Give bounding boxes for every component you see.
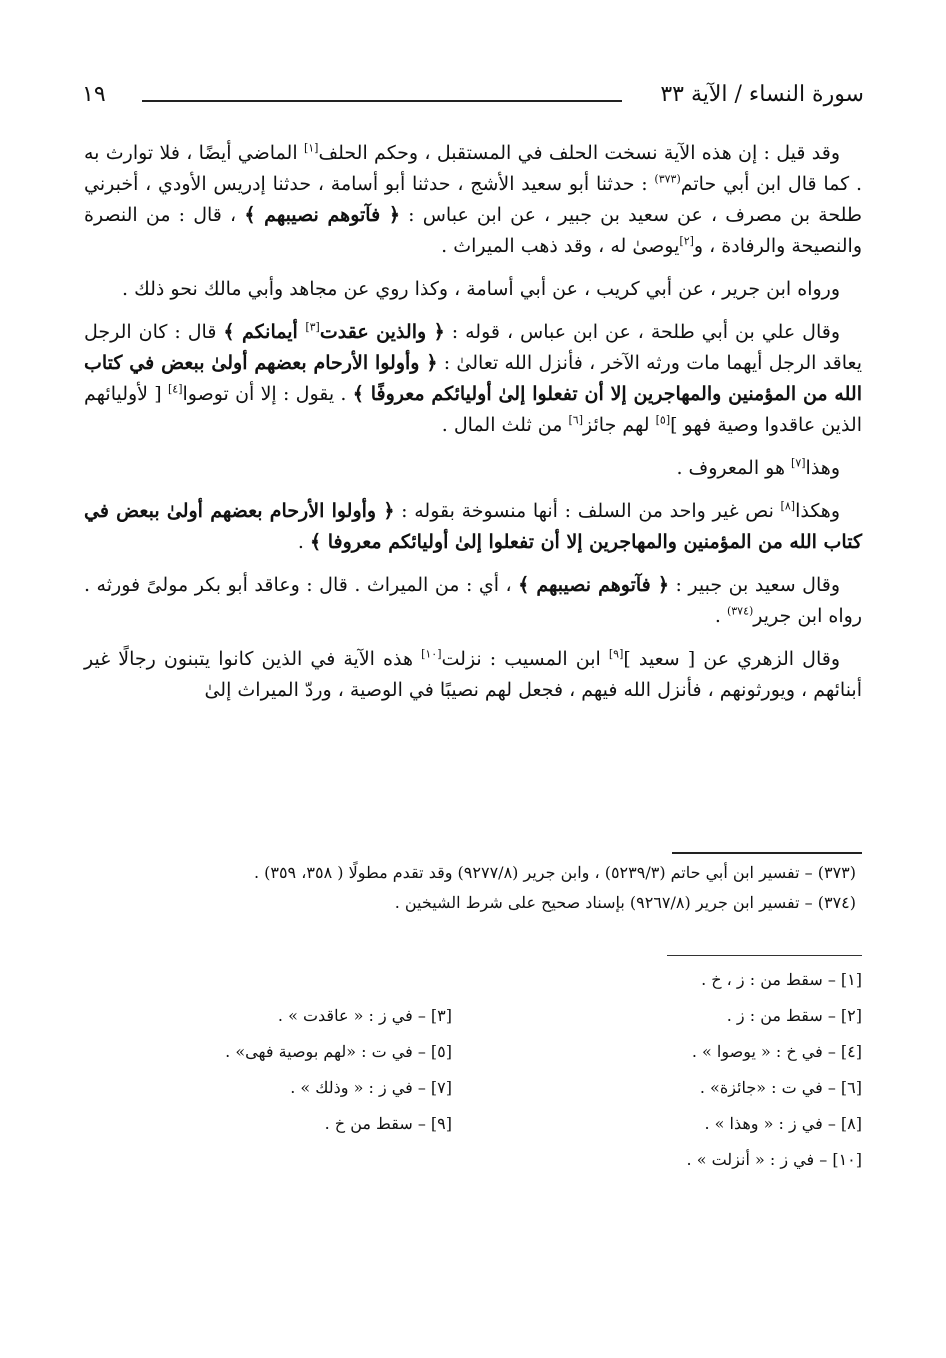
surah-title: سورة النساء / الآية ٣٣ <box>660 82 864 107</box>
quran-quote: أيمانكم ﴾ <box>223 321 306 343</box>
footnote-marker: (٣٧٤) <box>726 604 754 618</box>
footnote-rule <box>672 852 862 854</box>
variant-marker: [٣] <box>305 320 320 334</box>
variant-marker: [٧] <box>791 456 806 470</box>
variant-note: [٩] – سقط من خ . <box>324 1114 452 1133</box>
variant-marker: [٥] <box>655 413 671 427</box>
variant-marker: [١٠] <box>421 647 442 661</box>
variant-marker: [٨] <box>780 499 796 513</box>
page-header <box>82 82 864 118</box>
variant-note: [٦] – في ت : «جائزة» . <box>699 1078 862 1097</box>
footnote-marker: (٣٧٣) <box>654 172 681 186</box>
variant-note: [٣] – في ز : « عاقدت » . <box>277 1006 452 1025</box>
page-number: ١٩ <box>82 82 106 107</box>
reference-item: (٣٧٤) – تفسير ابن جرير (٩٢٦٧/٨) بإسناد صحيح على شرط الشيخين . <box>394 893 856 912</box>
quran-quote: ﴿ وأولوا الأرحام بعضهم أولىٰ ببعض في كتاب الله من المؤمنين والمهاجرين إلا أن تفعلوا إلىٰ أوليائكم معروفًا ﴾ <box>84 352 862 405</box>
paragraph-5: وهكذا[٨] نص غير واحد من السلف : أنها منسوخة بقوله : ﴿ وأولوا الأرحام بعضهم أولىٰ ببعض في كتاب الله من المؤمنين والمهاجرين إلا أن تفعلوا إلىٰ أوليائكم معروفا ﴾ . <box>84 499 862 553</box>
paragraph-6: وقال سعيد بن جبير : ﴿ فآتوهم نصيبهم ﴾ ، أي : من الميراث . قال : وعاقد أبو بكر مولىً فورثه . رواه ابن جرير$^{(٣٧٤)}$ . <box>84 574 862 627</box>
variant-marker: [٢] <box>679 234 694 248</box>
hadith-references <box>84 858 856 918</box>
manuscript-variants <box>72 965 862 1185</box>
variants-rule <box>667 955 862 956</box>
paragraph-7: وقال الزهري عن [ سعيد ][٩] ابن المسيب : نزلت[١٠] هذه الآية في الذين كانوا يتبنون رجالًا غير أبنائهم ، ويورثونهم ، فأنزل الله فيهم ، فجعل لهم نصيبًا في الوصية ، وردّ الميراث إلىٰ <box>84 647 862 701</box>
paragraph-2: ورواه ابن جرير ، عن أبي كريب ، عن أبي أسامة ، وكذا روي عن مجاهد وأبي مالك نحو ذلك . <box>122 278 840 300</box>
reference-item: (٣٧٣) – تفسير ابن أبي حاتم (٥٢٣٩/٣) ، وابن جرير (٩٢٧٧/٨) وقد تقدم مطولًا ( ٣٥٨، ٣٥٩) . <box>253 863 856 882</box>
variant-note: [٤] – في خ : « يوصوا » . <box>691 1042 862 1061</box>
variant-note: [١] – سقط من : ز ، خ . <box>701 970 862 989</box>
variant-marker: [٤] <box>167 382 183 396</box>
paragraph-3: وقال علي بن أبي طلحة ، عن ابن عباس ، قوله : ﴿ والذين عقدت[٣] أيمانكم ﴾ قال : كان الرجل يعاقد الرجل أيهما مات ورثه الآخر ، فأنزل الله تعالىٰ : ﴿ وأولوا الأرحام بعضهم أولىٰ ببعض في كتاب الله من المؤمنين والمهاجرين إلا أن تفعلوا إلىٰ أوليائكم معروفًا ﴾ . يقول : إلا أن توصوا[٤] [ لأوليائهم الذين عاقدوا وصية فهو ][٥] لهم جائز[٦] من ثلث المال . <box>84 320 862 436</box>
variant-note: [١٠] – في ز : « أنزلت » . <box>686 1150 862 1169</box>
variant-note: [٨] – في ز : « وهذا » . <box>704 1114 862 1133</box>
paragraph-1: وقد قيل : إن هذه الآية نسخت الحلف في المستقبل ، وحكم الحلف[١] الماضي أيضًا ، فلا توارث به . كما قال ابن أبي حاتم$^{(٣٧٣)}$ : حدثنا أبو سعيد الأشج ، حدثنا أبو أسامة ، حدثنا إدريس الأودي ، أخبرني طلحة بن مصرف ، عن سعيد بن جبير ، عن ابن عباس : ﴿ فآتوهم نصيبهم ﴾ ، قال : من النصرة والنصيحة والرفادة ، و[٢]يوصىٰ له ، وقد ذهب الميراث . <box>84 141 862 257</box>
variant-note: [٥] – في ت : «لهم بوصية فهى» . <box>225 1042 452 1061</box>
variant-marker: [٦] <box>568 413 584 427</box>
quran-quote: ﴿ والذين عقدت <box>319 321 445 343</box>
quran-quote: ﴿ فآتوهم نصيبهم ﴾ <box>244 204 401 226</box>
header-rule <box>142 100 622 102</box>
main-text <box>84 138 862 718</box>
quran-quote: ﴿ وأولوا الأرحام بعضهم أولىٰ ببعض في كتاب الله من المؤمنين والمهاجرين إلا أن تفعلوا إلىٰ أوليائكم معروفا ﴾ <box>84 500 862 553</box>
paragraph-4: وهذا[٧] هو المعروف . <box>676 456 840 479</box>
variant-note: [٢] – سقط من : ز . <box>726 1006 862 1025</box>
variant-marker: [١] <box>303 141 319 155</box>
variant-marker: [٩] <box>608 647 624 661</box>
variant-note: [٧] – في ز : « وذلك » . <box>290 1078 452 1097</box>
quran-quote: ﴿ فآتوهم نصيبهم ﴾ <box>518 574 669 596</box>
